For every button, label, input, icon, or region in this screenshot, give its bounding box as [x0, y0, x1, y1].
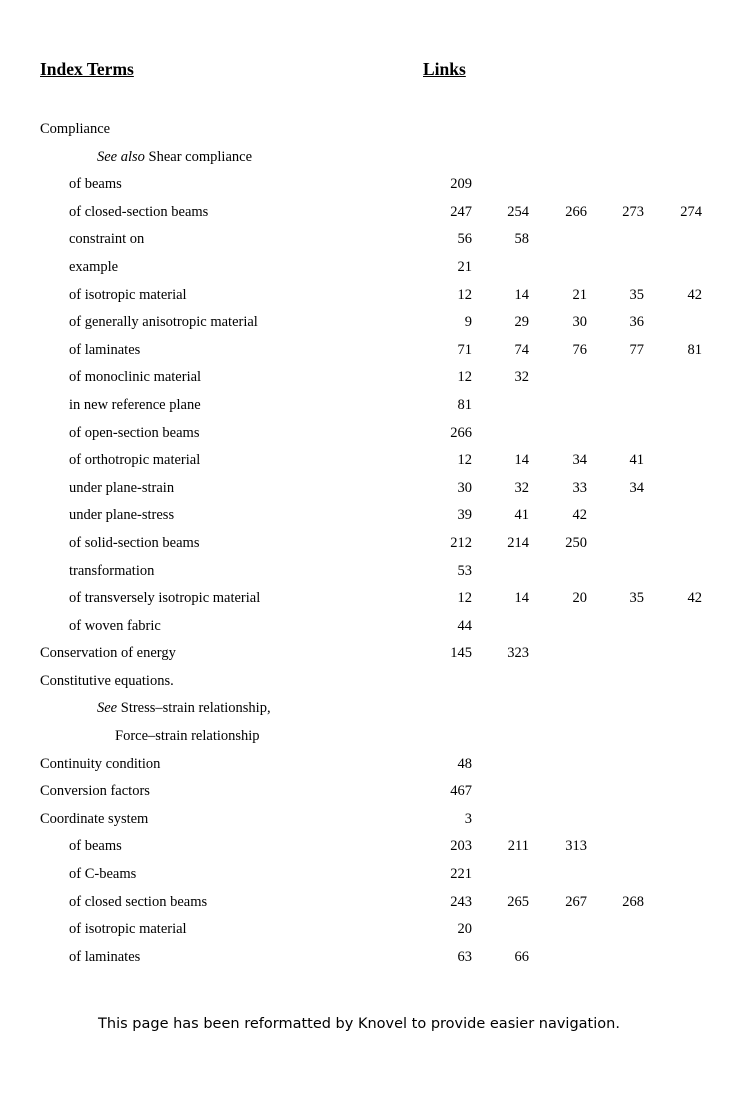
page-link[interactable]: 12	[457, 590, 472, 607]
index-term-text: of beams	[69, 838, 122, 855]
page-link[interactable]: 41	[514, 507, 529, 524]
page-link[interactable]: 56	[457, 231, 472, 248]
index-term	[69, 282, 187, 310]
index-entry	[0, 116, 748, 144]
index-term-text: of laminates	[69, 341, 141, 358]
page-link[interactable]: 32	[514, 479, 529, 496]
index-term	[69, 833, 122, 861]
page-link[interactable]: 44	[457, 617, 472, 634]
index-term-text: of transversely isotropic material	[69, 590, 261, 607]
index-entry	[0, 530, 748, 558]
index-term	[69, 613, 161, 641]
page-link[interactable]: 212	[450, 534, 472, 551]
page-link[interactable]: 76	[572, 341, 587, 358]
page-link[interactable]: 35	[629, 286, 644, 303]
page-link[interactable]: 71	[457, 341, 472, 358]
index-entry	[0, 282, 748, 310]
page-link[interactable]: 48	[457, 755, 472, 772]
page-link[interactable]: 243	[450, 893, 472, 910]
page-link[interactable]: 42	[687, 286, 702, 303]
footer-note: This page has been reformatted by Knovel to provide easier navigation.	[98, 1016, 620, 1032]
index-term-text: Stress–strain relationship,	[117, 700, 271, 717]
index-term	[69, 226, 144, 254]
page-link[interactable]: 12	[457, 369, 472, 386]
page-link[interactable]: 266	[565, 203, 587, 220]
page-link[interactable]: 268	[622, 893, 644, 910]
index-term-text: transformation	[69, 562, 155, 579]
index-term-text: of laminates	[69, 948, 141, 965]
index-term	[69, 889, 207, 917]
index-entry	[0, 806, 748, 834]
index-term	[40, 806, 148, 834]
index-term-text: Continuity condition	[40, 755, 161, 772]
index-term-text: Shear compliance	[144, 148, 253, 165]
index-term	[69, 392, 201, 420]
index-entry	[0, 309, 748, 337]
index-entry	[0, 392, 748, 420]
page-link[interactable]: 20	[572, 590, 587, 607]
index-term	[69, 530, 199, 558]
index-term	[40, 751, 160, 779]
index-term-text: of beams	[69, 176, 122, 193]
page-link[interactable]: 247	[450, 203, 472, 220]
page-link[interactable]: 9	[464, 314, 472, 331]
index-entry	[0, 751, 748, 779]
page-link[interactable]: 20	[457, 921, 472, 938]
page-link[interactable]: 273	[622, 203, 644, 220]
page-link[interactable]: 63	[457, 948, 472, 965]
index-term-text: of open-section beams	[69, 424, 200, 441]
index-term-text: of C-beams	[69, 866, 137, 883]
page-link[interactable]: 214	[507, 534, 529, 551]
page-link[interactable]: 77	[629, 341, 644, 358]
page-link[interactable]: 254	[507, 203, 529, 220]
page-link[interactable]: 66	[514, 948, 529, 965]
index-entry	[0, 475, 748, 503]
index-list	[0, 116, 748, 971]
page-link[interactable]: 265	[507, 893, 529, 910]
index-term-text: of solid-section beams	[69, 534, 200, 551]
index-entry	[0, 420, 748, 448]
index-entry	[0, 944, 748, 972]
index-term	[115, 723, 260, 751]
index-entry	[0, 613, 748, 641]
index-term-text: Coordinate system	[40, 810, 149, 827]
page-link[interactable]: 21	[457, 258, 472, 275]
see-reference-label: See also	[97, 148, 145, 165]
index-term	[69, 171, 122, 199]
index-term-text: of orthotropic material	[69, 452, 201, 469]
page-link[interactable]: 221	[450, 866, 472, 883]
index-term	[69, 309, 258, 337]
page-link[interactable]: 14	[514, 286, 529, 303]
index-term-text: of closed-section beams	[69, 203, 209, 220]
index-entry	[0, 833, 748, 861]
index-term	[69, 916, 187, 944]
index-term-text: Compliance	[40, 121, 111, 137]
index-entry	[0, 723, 748, 751]
index-term	[69, 337, 140, 365]
page-link[interactable]: 14	[514, 590, 529, 607]
page-link[interactable]: 34	[629, 479, 644, 496]
page-link[interactable]: 145	[450, 645, 472, 662]
index-term	[69, 558, 154, 586]
index-entry	[0, 668, 748, 696]
index-entry	[0, 447, 748, 475]
index-term	[69, 585, 260, 613]
index-term	[69, 944, 140, 972]
page-link[interactable]: 58	[514, 231, 529, 248]
index-term-text: of isotropic material	[69, 921, 187, 938]
index-entry	[0, 861, 748, 889]
index-term-text: of generally anisotropic material	[69, 314, 258, 331]
page-link[interactable]: 313	[565, 838, 587, 855]
index-term-text: of isotropic material	[69, 286, 187, 303]
page-link[interactable]: 12	[457, 452, 472, 469]
index-term-text: Constitutive equations.	[40, 672, 174, 689]
page-link[interactable]: 211	[507, 838, 529, 855]
page-link[interactable]: 39	[457, 507, 472, 524]
index-term	[69, 364, 201, 392]
index-term	[69, 861, 136, 889]
page-link[interactable]: 21	[572, 286, 587, 303]
index-entry	[0, 502, 748, 530]
page-link[interactable]: 203	[450, 838, 472, 855]
index-entry	[0, 778, 748, 806]
index-term	[69, 420, 199, 448]
page-link[interactable]: 323	[507, 645, 529, 662]
index-entry	[0, 171, 748, 199]
index-term-text: in new reference plane	[69, 396, 201, 413]
page-link[interactable]: 42	[687, 590, 702, 607]
index-term-text: under plane-strain	[69, 479, 175, 496]
page-link[interactable]: 266	[450, 424, 472, 441]
page-link[interactable]: 250	[565, 534, 587, 551]
index-term	[69, 475, 174, 503]
page-link[interactable]: 53	[457, 562, 472, 579]
index-term-text: of monoclinic material	[69, 369, 202, 386]
index-term	[69, 254, 118, 282]
index-term	[69, 447, 200, 475]
index-term-text: Conservation of energy	[40, 645, 176, 662]
index-entry	[0, 226, 748, 254]
index-entry	[0, 254, 748, 282]
index-term-text: of woven fabric	[69, 617, 161, 634]
index-term-text: Force–strain relationship	[115, 728, 260, 745]
index-entry	[0, 144, 748, 172]
page-link[interactable]: 14	[514, 452, 529, 469]
page-link[interactable]: 267	[565, 893, 587, 910]
index-entry	[0, 640, 748, 668]
page-link[interactable]: 35	[629, 590, 644, 607]
index-entry	[0, 337, 748, 365]
index-entry	[0, 364, 748, 392]
index-term	[40, 668, 174, 696]
index-term	[40, 640, 176, 668]
index-term	[97, 695, 271, 723]
index-term-text: constraint on	[69, 231, 145, 248]
page-link[interactable]: 274	[680, 203, 702, 220]
index-entry	[0, 558, 748, 586]
index-entry	[0, 695, 748, 723]
page-link[interactable]: 36	[629, 314, 644, 331]
page-link[interactable]: 209	[450, 176, 472, 193]
page-link[interactable]: 41	[629, 452, 644, 469]
index-terms-heading: Index Terms	[40, 59, 134, 79]
page-link[interactable]: 81	[457, 396, 472, 413]
links-heading: Links	[423, 59, 466, 79]
page-link[interactable]: 30	[457, 479, 472, 496]
page-link[interactable]: 32	[514, 369, 529, 386]
index-term	[69, 502, 174, 530]
index-term-text: of closed section beams	[69, 893, 208, 910]
index-term	[40, 778, 150, 806]
page-link[interactable]: 81	[687, 341, 702, 358]
page-link[interactable]: 467	[450, 783, 472, 800]
page-link[interactable]: 29	[514, 314, 529, 331]
page-link[interactable]: 12	[457, 286, 472, 303]
index-term-text: example	[69, 258, 119, 275]
see-reference-label: See	[97, 700, 118, 717]
page-link[interactable]: 34	[572, 452, 587, 469]
page-link[interactable]: 3	[464, 810, 472, 827]
index-term	[69, 199, 208, 227]
index-entry	[0, 199, 748, 227]
page-link[interactable]: 42	[572, 507, 587, 524]
page-link[interactable]: 30	[572, 314, 587, 331]
page-link[interactable]: 33	[572, 479, 587, 496]
index-entry	[0, 916, 748, 944]
index-entry	[0, 585, 748, 613]
index-term-text: Conversion factors	[40, 783, 150, 800]
index-term	[97, 144, 252, 172]
index-term	[40, 116, 110, 144]
index-term-text: under plane-stress	[69, 507, 175, 524]
index-entry	[0, 889, 748, 917]
page-link[interactable]: 74	[514, 341, 529, 358]
